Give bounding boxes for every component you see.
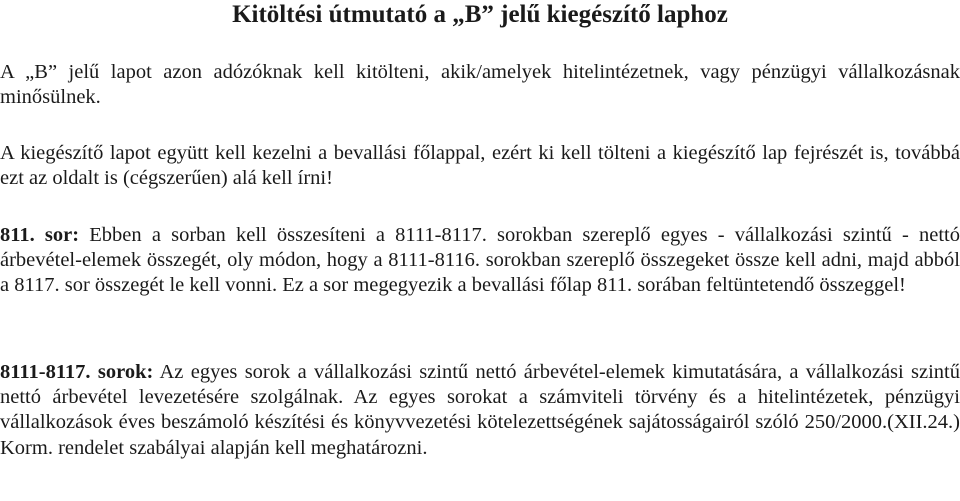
paragraph-rows-8111-8117 (0, 360, 960, 461)
rows-8111-8117-text: Az egyes sorok a vállalkozási szintű nettó árbevétel-elemek kimutatására, a vállalkozási szintű nettó árbevétel levezetésére szolgálnak. Az egyes sorokat a számviteli törvény és a hitelintézetek, pénzügyi vállalkozások éves beszámoló készítési és könyvvezetési kötelezettségének sajátosságairól szóló 250/2000.(XII.24.) Korm. rendelet szabályai alapján kell meghatározni. (0, 361, 960, 459)
page-title: Kitöltési útmutató a „B” jelű kiegészítő laphoz (232, 1, 728, 28)
paragraph-row-811 (0, 223, 960, 299)
paragraph-intro-text: A „B” jelű lapot azon adózóknak kell kitölteni, akik/amelyek hitelintézetnek, vagy pénzügyi vállalkozásnak minősülnek. (0, 61, 960, 109)
rows-8111-8117-label: 8111-8117. sorok: (0, 361, 154, 383)
paragraph-instructions (0, 141, 960, 191)
paragraph-instructions-text: A kiegészítő lapot együtt kell kezelni a bevallási főlappal, ezért ki kell tölteni a kiegészítő lap fejrészét is, továbbá ezt az oldalt is (cégszerűen) alá kell írni! (0, 142, 960, 190)
paragraph-intro (0, 60, 960, 110)
row-811-label: 811. sor: (0, 224, 80, 246)
row-811-text: Ebben a sorban kell összesíteni a 8111-8117. sorokban szereplő egyes - vállalkozási szintű - nettó árbevétel-elemek összegét, oly módon, hogy a 8111-8116. sorokban szereplő összegeket össze kell adni, majd abból a 8117. sor összegét le kell vonni. Ez a sor megegyezik a bevallási főlap 811. sorában feltüntetendő összeggel! (0, 224, 960, 297)
